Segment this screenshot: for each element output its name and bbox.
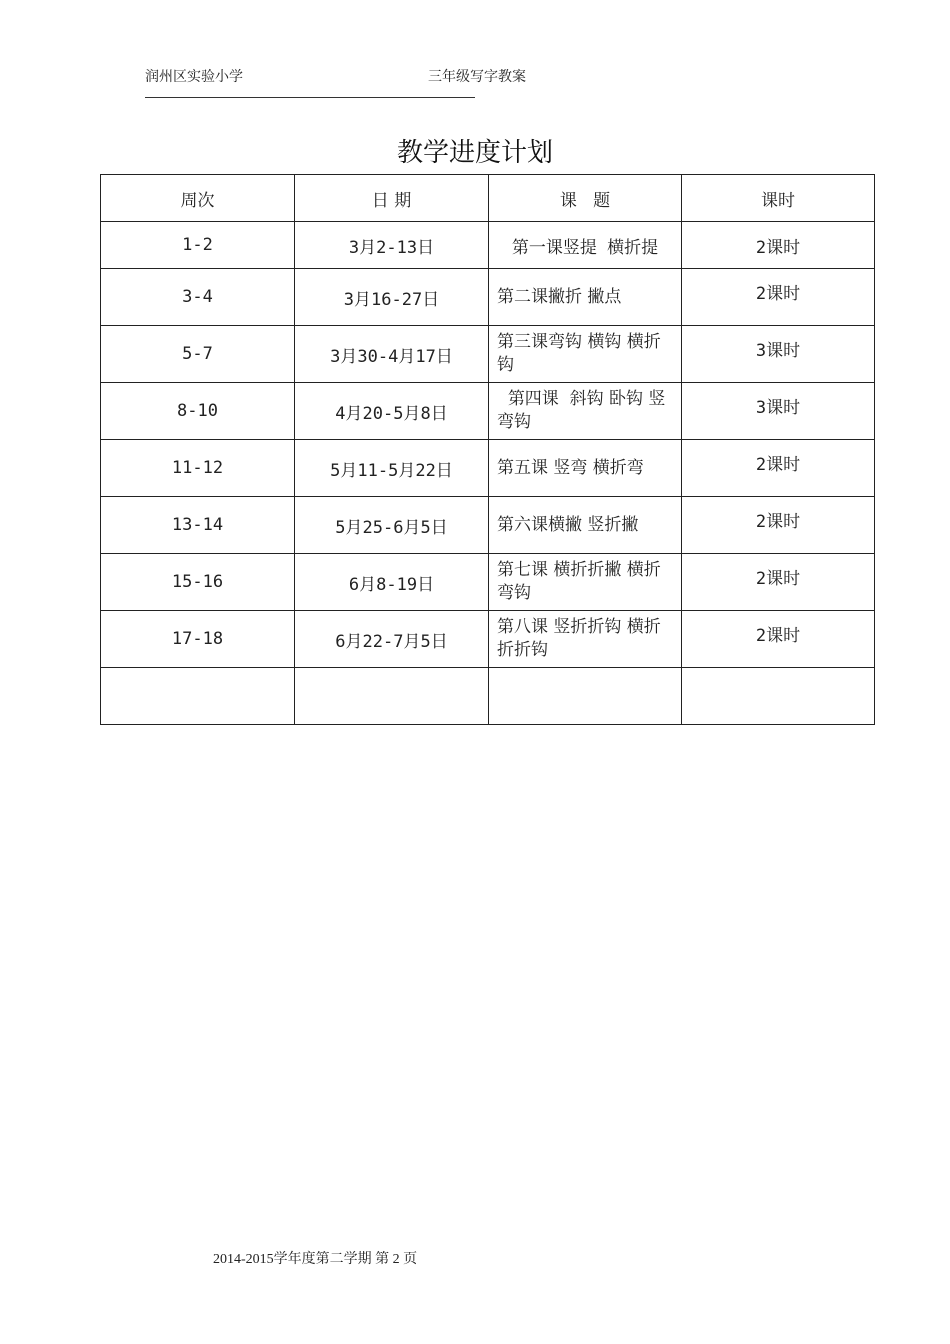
- topic-cell: 第三课弯钩 横钩 横折钩: [489, 326, 682, 383]
- header-school: 润州区实验小学: [145, 69, 243, 85]
- topic-cell: 第二课撇折 撇点: [489, 269, 682, 326]
- week-cell: 1-2: [101, 222, 295, 269]
- table-row: [101, 611, 875, 668]
- column-header-topic: 课 题: [489, 175, 682, 222]
- week-cell: 11-12: [101, 440, 295, 497]
- hours-cell: [682, 668, 875, 725]
- column-header-hours: 课时: [682, 175, 875, 222]
- topic-cell: 第四课 斜钩 卧钩 竖弯钩: [489, 383, 682, 440]
- date-cell: 6月22-7月5日: [295, 611, 489, 668]
- hours-cell: 2课时: [682, 269, 875, 326]
- schedule-table: [100, 174, 875, 725]
- date-cell: 6月8-19日: [295, 554, 489, 611]
- header-divider: [145, 97, 475, 98]
- column-header-date: 日 期: [295, 175, 489, 222]
- header-subject: 三年级写字教案: [428, 69, 526, 85]
- column-header-week: 周次: [101, 175, 295, 222]
- date-cell: [295, 668, 489, 725]
- hours-cell: 2课时: [682, 440, 875, 497]
- hours-cell: 3课时: [682, 326, 875, 383]
- week-cell: [101, 668, 295, 725]
- table-row-empty: [101, 668, 875, 725]
- hours-cell: 3课时: [682, 383, 875, 440]
- topic-cell: 第八课 竖折折钩 横折折折钩: [489, 611, 682, 668]
- week-cell: 3-4: [101, 269, 295, 326]
- topic-cell: 第一课竖提 横折提: [489, 222, 682, 269]
- hours-cell: 2课时: [682, 222, 875, 269]
- week-cell: 5-7: [101, 326, 295, 383]
- table-header-row: [101, 175, 875, 222]
- hours-cell: 2课时: [682, 497, 875, 554]
- date-cell: 3月16-27日: [295, 269, 489, 326]
- table-row: [101, 269, 875, 326]
- week-cell: 17-18: [101, 611, 295, 668]
- table-row: [101, 440, 875, 497]
- date-cell: 5月11-5月22日: [295, 440, 489, 497]
- topic-cell: [489, 668, 682, 725]
- hours-cell: 2课时: [682, 611, 875, 668]
- topic-cell: 第六课横撇 竖折撇: [489, 497, 682, 554]
- topic-cell: 第七课 横折折撇 横折弯钩: [489, 554, 682, 611]
- table-row: [101, 554, 875, 611]
- date-cell: 3月30-4月17日: [295, 326, 489, 383]
- page-title: 教学进度计划: [396, 138, 553, 168]
- date-cell: 3月2-13日: [295, 222, 489, 269]
- table-row: [101, 222, 875, 269]
- date-cell: 4月20-5月8日: [295, 383, 489, 440]
- page-footer: 2014-2015学年度第二学期 第 2 页: [213, 1252, 418, 1267]
- week-cell: 8-10: [101, 383, 295, 440]
- hours-cell: 2课时: [682, 554, 875, 611]
- table-row: [101, 497, 875, 554]
- week-cell: 13-14: [101, 497, 295, 554]
- date-cell: 5月25-6月5日: [295, 497, 489, 554]
- table-row: [101, 326, 875, 383]
- table-row: [101, 383, 875, 440]
- topic-cell: 第五课 竖弯 横折弯: [489, 440, 682, 497]
- week-cell: 15-16: [101, 554, 295, 611]
